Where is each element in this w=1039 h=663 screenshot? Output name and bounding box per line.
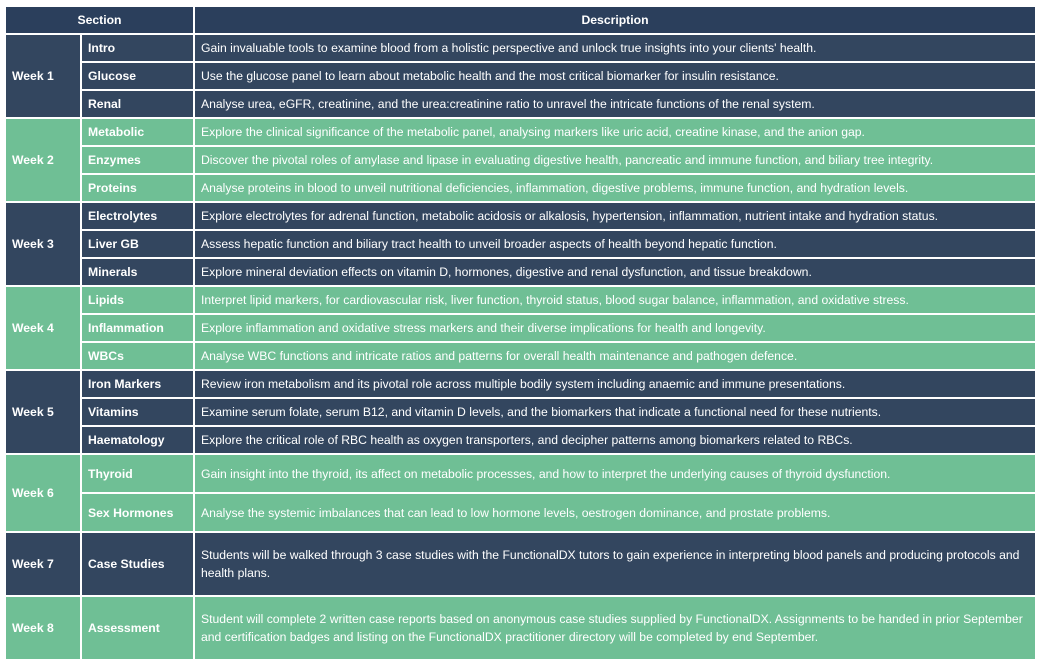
description-cell: Interpret lipid markers, for cardiovascular risk, liver function, thyroid status, blood sugar balance, inflammation, and oxidative stress. bbox=[194, 286, 1036, 314]
table-row bbox=[5, 342, 1036, 370]
table-row bbox=[5, 426, 1036, 454]
week-label: Week 8 bbox=[5, 596, 81, 660]
table-row bbox=[5, 202, 1036, 230]
table-row bbox=[5, 532, 1036, 596]
description-cell: Analyse urea, eGFR, creatinine, and the urea:creatinine ratio to unravel the intricate functions of the renal system. bbox=[194, 90, 1036, 118]
topic-cell: Electrolytes bbox=[81, 202, 194, 230]
table-row bbox=[5, 230, 1036, 258]
description-cell: Explore the clinical significance of the metabolic panel, analysing markers like uric acid, creatine kinase, and the anion gap. bbox=[194, 118, 1036, 146]
course-schedule-table bbox=[4, 5, 1037, 661]
description-cell: Examine serum folate, serum B12, and vitamin D levels, and the biomarkers that indicate a functional need for these nutrients. bbox=[194, 398, 1036, 426]
table-row bbox=[5, 118, 1036, 146]
table-row bbox=[5, 314, 1036, 342]
description-cell: Gain insight into the thyroid, its affect on metabolic processes, and how to interpret the underlying causes of thyroid dysfunction. bbox=[194, 454, 1036, 493]
topic-cell: Lipids bbox=[81, 286, 194, 314]
table-row bbox=[5, 454, 1036, 493]
topic-cell: Iron Markers bbox=[81, 370, 194, 398]
week-label: Week 1 bbox=[5, 34, 81, 118]
description-cell: Analyse WBC functions and intricate ratios and patterns for overall health maintenance and pathogen defence. bbox=[194, 342, 1036, 370]
topic-cell: Enzymes bbox=[81, 146, 194, 174]
description-cell: Discover the pivotal roles of amylase and lipase in evaluating digestive health, pancreatic and immune function, and biliary tree integrity. bbox=[194, 146, 1036, 174]
week-label: Week 4 bbox=[5, 286, 81, 370]
description-cell: Explore inflammation and oxidative stress markers and their diverse implications for health and longevity. bbox=[194, 314, 1036, 342]
week-label: Week 7 bbox=[5, 532, 81, 596]
topic-cell: WBCs bbox=[81, 342, 194, 370]
header-row bbox=[5, 6, 1036, 34]
topic-cell: Intro bbox=[81, 34, 194, 62]
table-row bbox=[5, 286, 1036, 314]
description-cell: Analyse the systemic imbalances that can lead to low hormone levels, oestrogen dominance, and prostate problems. bbox=[194, 493, 1036, 532]
topic-cell: Renal bbox=[81, 90, 194, 118]
topic-cell: Case Studies bbox=[81, 532, 194, 596]
table-row bbox=[5, 174, 1036, 202]
table-row bbox=[5, 596, 1036, 660]
table-row bbox=[5, 370, 1036, 398]
description-cell: Explore mineral deviation effects on vitamin D, hormones, digestive and renal dysfunction, and tissue breakdown. bbox=[194, 258, 1036, 286]
description-cell: Explore the critical role of RBC health as oxygen transporters, and decipher patterns among biomarkers related to RBCs. bbox=[194, 426, 1036, 454]
topic-cell: Assessment bbox=[81, 596, 194, 660]
week-label: Week 3 bbox=[5, 202, 81, 286]
description-cell: Gain invaluable tools to examine blood from a holistic perspective and unlock true insights into your clients' health. bbox=[194, 34, 1036, 62]
topic-cell: Vitamins bbox=[81, 398, 194, 426]
topic-cell: Proteins bbox=[81, 174, 194, 202]
description-cell: Explore electrolytes for adrenal function, metabolic acidosis or alkalosis, hypertension, inflammation, nutrient intake and hydration status. bbox=[194, 202, 1036, 230]
description-cell: Review iron metabolism and its pivotal role across multiple bodily system including anaemic and immune presentations. bbox=[194, 370, 1036, 398]
week-label: Week 5 bbox=[5, 370, 81, 454]
table-row bbox=[5, 493, 1036, 532]
topic-cell: Inflammation bbox=[81, 314, 194, 342]
topic-cell: Sex Hormones bbox=[81, 493, 194, 532]
topic-cell: Metabolic bbox=[81, 118, 194, 146]
topic-cell: Haematology bbox=[81, 426, 194, 454]
description-cell: Assess hepatic function and biliary tract health to unveil broader aspects of health beyond hepatic function. bbox=[194, 230, 1036, 258]
topic-cell: Thyroid bbox=[81, 454, 194, 493]
table-row bbox=[5, 62, 1036, 90]
description-header: Description bbox=[194, 6, 1036, 34]
description-cell: Students will be walked through 3 case studies with the FunctionalDX tutors to gain experience in interpreting blood panels and producing protocols and health plans. bbox=[194, 532, 1036, 596]
table-body bbox=[5, 34, 1036, 660]
description-cell: Analyse proteins in blood to unveil nutritional deficiencies, inflammation, digestive problems, immune function, and hydration levels. bbox=[194, 174, 1036, 202]
table-row bbox=[5, 258, 1036, 286]
table-row bbox=[5, 34, 1036, 62]
topic-cell: Glucose bbox=[81, 62, 194, 90]
week-label: Week 2 bbox=[5, 118, 81, 202]
description-cell: Student will complete 2 written case reports based on anonymous case studies supplied by FunctionalDX. Assignments to be handed in prior September and certification badges and listing on the FunctionalDX practitioner directory will be completed by end September. bbox=[194, 596, 1036, 660]
section-header: Section bbox=[5, 6, 194, 34]
week-label: Week 6 bbox=[5, 454, 81, 532]
table-row bbox=[5, 398, 1036, 426]
table-row bbox=[5, 90, 1036, 118]
description-cell: Use the glucose panel to learn about metabolic health and the most critical biomarker for insulin resistance. bbox=[194, 62, 1036, 90]
topic-cell: Liver GB bbox=[81, 230, 194, 258]
topic-cell: Minerals bbox=[81, 258, 194, 286]
table-row bbox=[5, 146, 1036, 174]
